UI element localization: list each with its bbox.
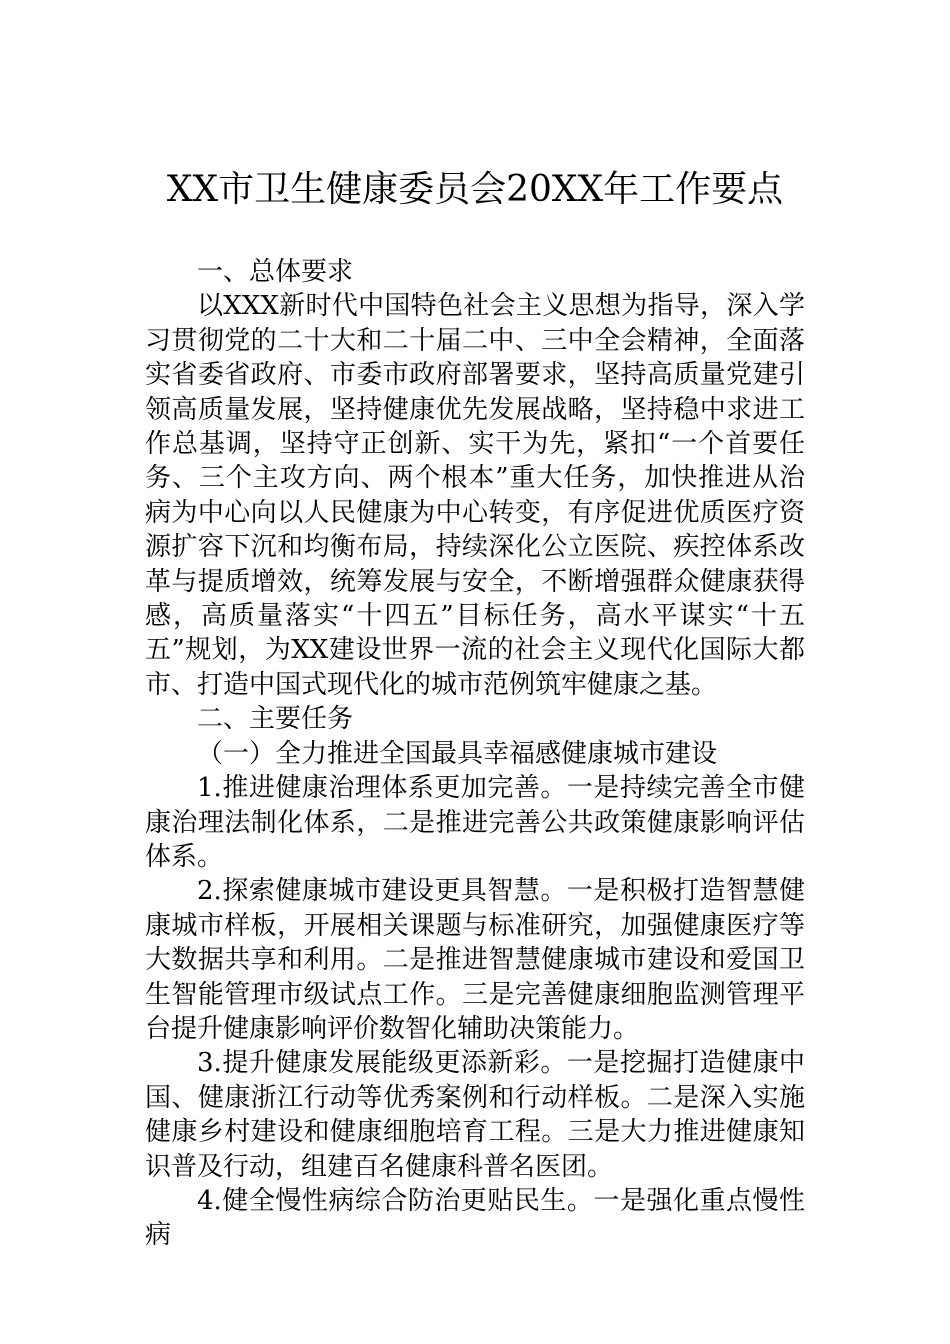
section-heading-general-requirements: 一、总体要求 <box>197 257 354 287</box>
document-body <box>145 255 805 1253</box>
paragraph-general-requirements: 以XXX新时代中国特色社会主义思想为指导，深入学习贯彻党的二十大和二十届二中、三中全会精神，全面落实省委省政府、市委市政府部署要求，坚持高质量党建引领高质量发展，坚持健康优先发展战略，坚持稳中求进工作总基调，坚持守正创新、实干为先，紧扣“一个首要任务、三个主攻方向、两个根本”重大任务，加快推进从治病为中心向以人民健康为中心转变，有序促进优质医疗资源扩容下沉和均衡布局，持续深化公立医院、疾控体系改革与提质增效，统筹发展与安全，不断增强群众健康获得感，高质量落实“十四五”目标任务，高水平谋实“十五五”规划，为XX建设世界一流的社会主义现代化国际大都市、打造中国式现代化的城市范例筑牢健康之基。 <box>145 291 805 700</box>
paragraph-task-1: 1.推进健康治理体系更加完善。一是持续完善全市健康治理法制化体系，二是推进完善公共政策健康影响评估体系。 <box>145 773 805 872</box>
document-title: XX市卫生健康委员会20XX年工作要点 <box>166 169 784 210</box>
paragraph-task-4: 4.健全慢性病综合防治更贴民生。一是强化重点慢性病 <box>145 1185 805 1251</box>
paragraph-task-3: 3.提升健康发展能级更添新彩。一是挖掘打造健康中国、健康浙江行动等优秀案例和行动样板。二是深入实施健康乡村建设和健康细胞培育工程。三是大力推进健康知识普及行动，组建百名健康科普名医团。 <box>145 1048 805 1182</box>
paragraph-task-2: 2.探索健康城市建设更具智慧。一是积极打造智慧健康城市样板，开展相关课题与标准研究，加强健康医疗等大数据共享和利用。二是推进智慧健康城市建设和爱国卫生智能管理市级试点工作。三是完善健康细胞监测管理平台提升健康影响评价数智化辅助决策能力。 <box>145 876 805 1044</box>
section-heading-main-tasks: 二、主要任务 <box>197 704 354 735</box>
subsection-heading-healthy-city: （一）全力推进全国最具幸福感健康城市建设 <box>197 738 718 769</box>
